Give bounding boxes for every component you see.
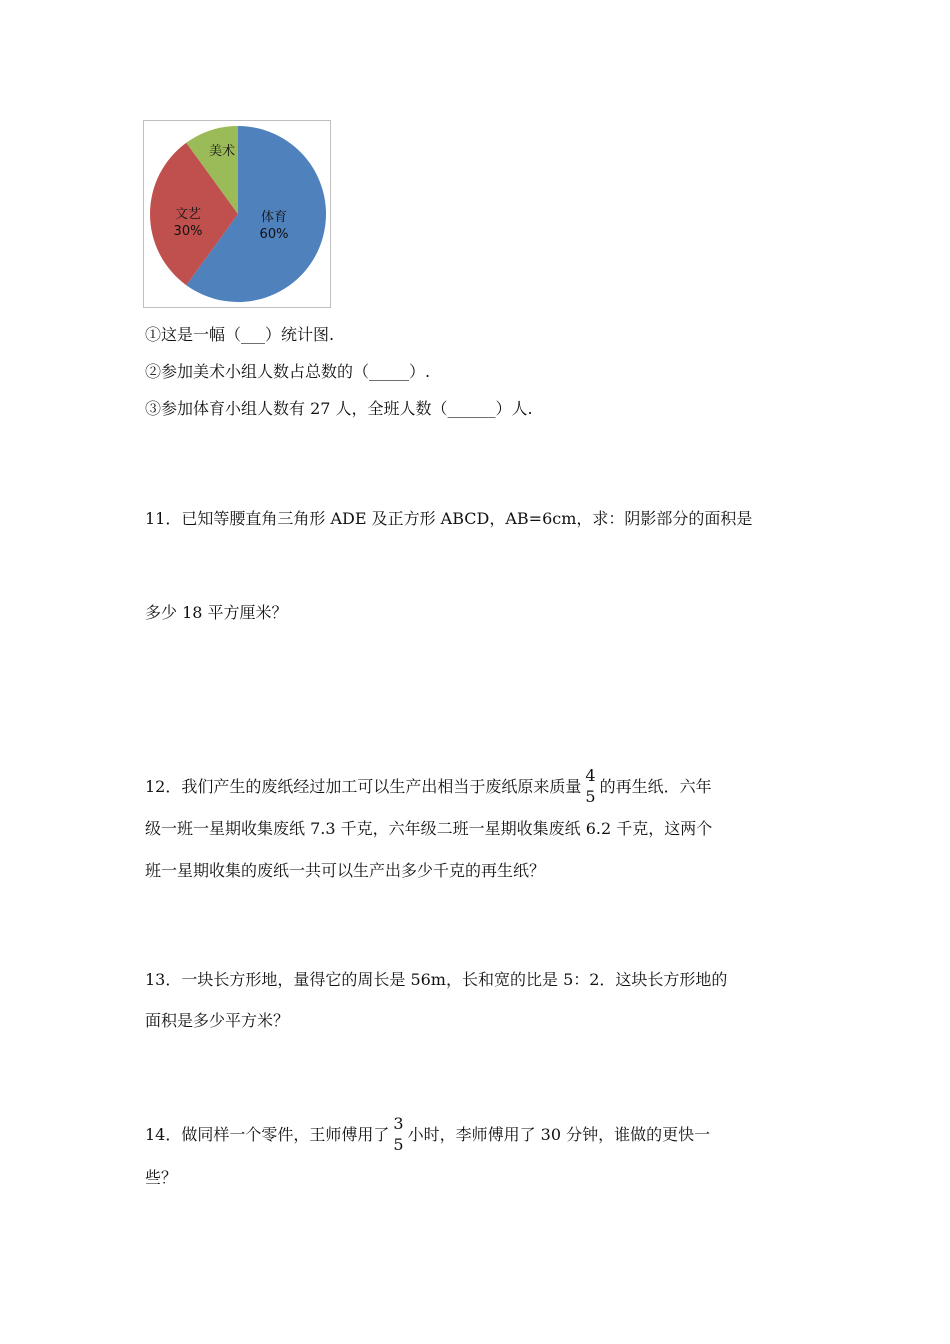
q12-fraction [585,765,595,807]
slice-percent-sports: 60% [259,227,289,242]
q12-frac-numerator: 4 [585,765,596,785]
q14-prefix: 14．做同样一个零件，王师傅用了 [145,1125,390,1144]
sub-question-3: ③参加体育小组人数有 27 人，全班人数（______）人. [145,399,533,418]
q11-line2: 多少 18 平方厘米？ [145,603,288,622]
q12-prefix: 12．我们产生的废纸经过加工可以生产出相当于废纸原来质量 [145,777,582,796]
sub-question-2: ②参加美术小组人数占总数的（_____）. [145,362,431,381]
q14-suffix: 小时，李师傅用了 30 分钟，谁做的更快一 [407,1125,711,1144]
q14-fraction [393,1113,403,1155]
q12-suffix: 的再生纸．六年 [599,777,712,796]
slice-name-arts: 文艺 [174,207,201,222]
q13-line2: 面积是多少平方米？ [145,1011,290,1030]
sub-question-1: ①这是一幅（___）统计图. [145,325,335,344]
q14-frac-numerator: 3 [393,1113,404,1133]
q14-frac-denominator: 5 [393,1134,404,1154]
q12-line2: 级一班一星期收集废纸 7.3 千克，六年级二班一星期收集废纸 6.2 千克，这两个 [145,819,713,838]
q13-line1: 13．一块长方形地，量得它的周长是 56m，长和宽的比是 5：2．这块长方形地的 [145,970,728,989]
pie-chart [143,120,331,308]
slice-name-sports: 体育 [260,210,287,225]
slice-percent-arts: 30% [173,224,203,239]
slice-label-sports [252,209,296,243]
q12-frac-denominator: 5 [585,786,596,806]
q14-line1 [145,1114,710,1157]
slice-label-arts [166,206,210,240]
q12-line3: 班一星期收集的废纸一共可以生产出多少千克的再生纸？ [145,861,546,880]
q14-line2: 些？ [145,1168,178,1187]
q12-line1 [145,766,712,809]
q11-line1: 11．已知等腰直角三角形 ADE 及正方形 ABCD，AB=6cm，求：阴影部分的面积是 [145,509,753,528]
slice-label-art: 美术 [208,144,235,159]
